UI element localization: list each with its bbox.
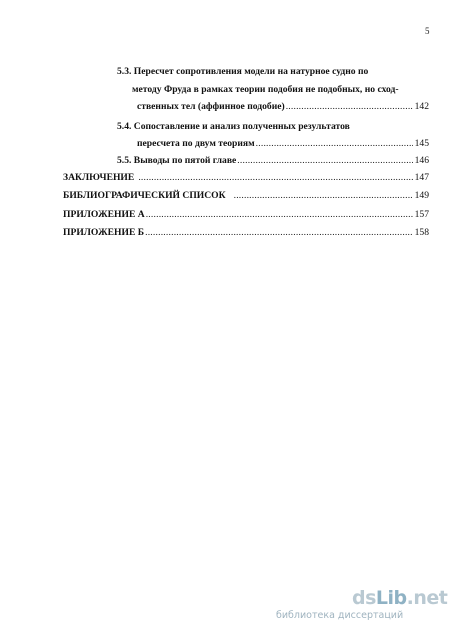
toc-appendix-b-page: 158 bbox=[414, 227, 429, 238]
logo-net: .net bbox=[406, 587, 448, 609]
toc-entry-5-3-line1: 5.3. Пересчет сопротивления модели на натурное судно по bbox=[117, 66, 369, 77]
toc-entry-5-4-line1: 5.4. Сопоставление и анализ полученных результатов bbox=[117, 121, 350, 132]
toc-entry-appendix-a bbox=[63, 209, 429, 221]
toc-entry-5-3-title: ственных тел (аффинное подобие) bbox=[137, 101, 285, 112]
dot-leader bbox=[145, 227, 413, 239]
dot-leader bbox=[237, 155, 412, 167]
dot-leader bbox=[138, 172, 412, 184]
toc-bibliography-page: 149 bbox=[414, 190, 429, 201]
toc-entry-5-4-page: 145 bbox=[414, 138, 429, 149]
dot-leader bbox=[234, 190, 413, 202]
toc-entry-5-5 bbox=[117, 155, 429, 167]
toc-entry-5-5-title: 5.5. Выводы по пятой главе bbox=[117, 155, 237, 166]
toc-conclusion-page: 147 bbox=[414, 172, 429, 183]
toc-entry-5-3-line3 bbox=[137, 101, 429, 113]
watermark-subtitle: библиотека диссертаций bbox=[276, 610, 404, 621]
dslib-logo bbox=[352, 588, 448, 608]
dot-leader bbox=[256, 138, 413, 150]
toc-conclusion-title: ЗАКЛЮЧЕНИЕ bbox=[63, 172, 135, 183]
logo-lib: Lib bbox=[375, 587, 407, 609]
toc-entry-5-4-title: пересчета по двум теориям bbox=[137, 138, 255, 149]
page-number: 5 bbox=[425, 26, 430, 36]
toc-entry-5-3-line2: методу Фруда в рамках теории подобия не подобных, но сход- bbox=[132, 84, 399, 95]
toc-entry-5-4-line2 bbox=[137, 138, 429, 150]
toc-appendix-a-title: ПРИЛОЖЕНИЕ А bbox=[63, 209, 145, 220]
watermark bbox=[276, 587, 448, 621]
logo-ds: ds bbox=[352, 587, 376, 609]
dot-leader bbox=[146, 209, 413, 221]
toc-appendix-a-page: 157 bbox=[414, 209, 429, 220]
dot-leader bbox=[286, 101, 413, 113]
toc-entry-5-3-page: 142 bbox=[414, 101, 429, 112]
toc-entry-bibliography bbox=[63, 190, 429, 202]
toc-entry-conclusion bbox=[63, 172, 429, 184]
toc-appendix-b-title: ПРИЛОЖЕНИЕ Б bbox=[63, 227, 145, 238]
toc-entry-appendix-b bbox=[63, 227, 429, 239]
toc-entry-5-5-page: 146 bbox=[414, 155, 429, 166]
toc-bibliography-title: БИБЛИОГРАФИЧЕСКИЙ СПИСОК bbox=[63, 190, 226, 201]
